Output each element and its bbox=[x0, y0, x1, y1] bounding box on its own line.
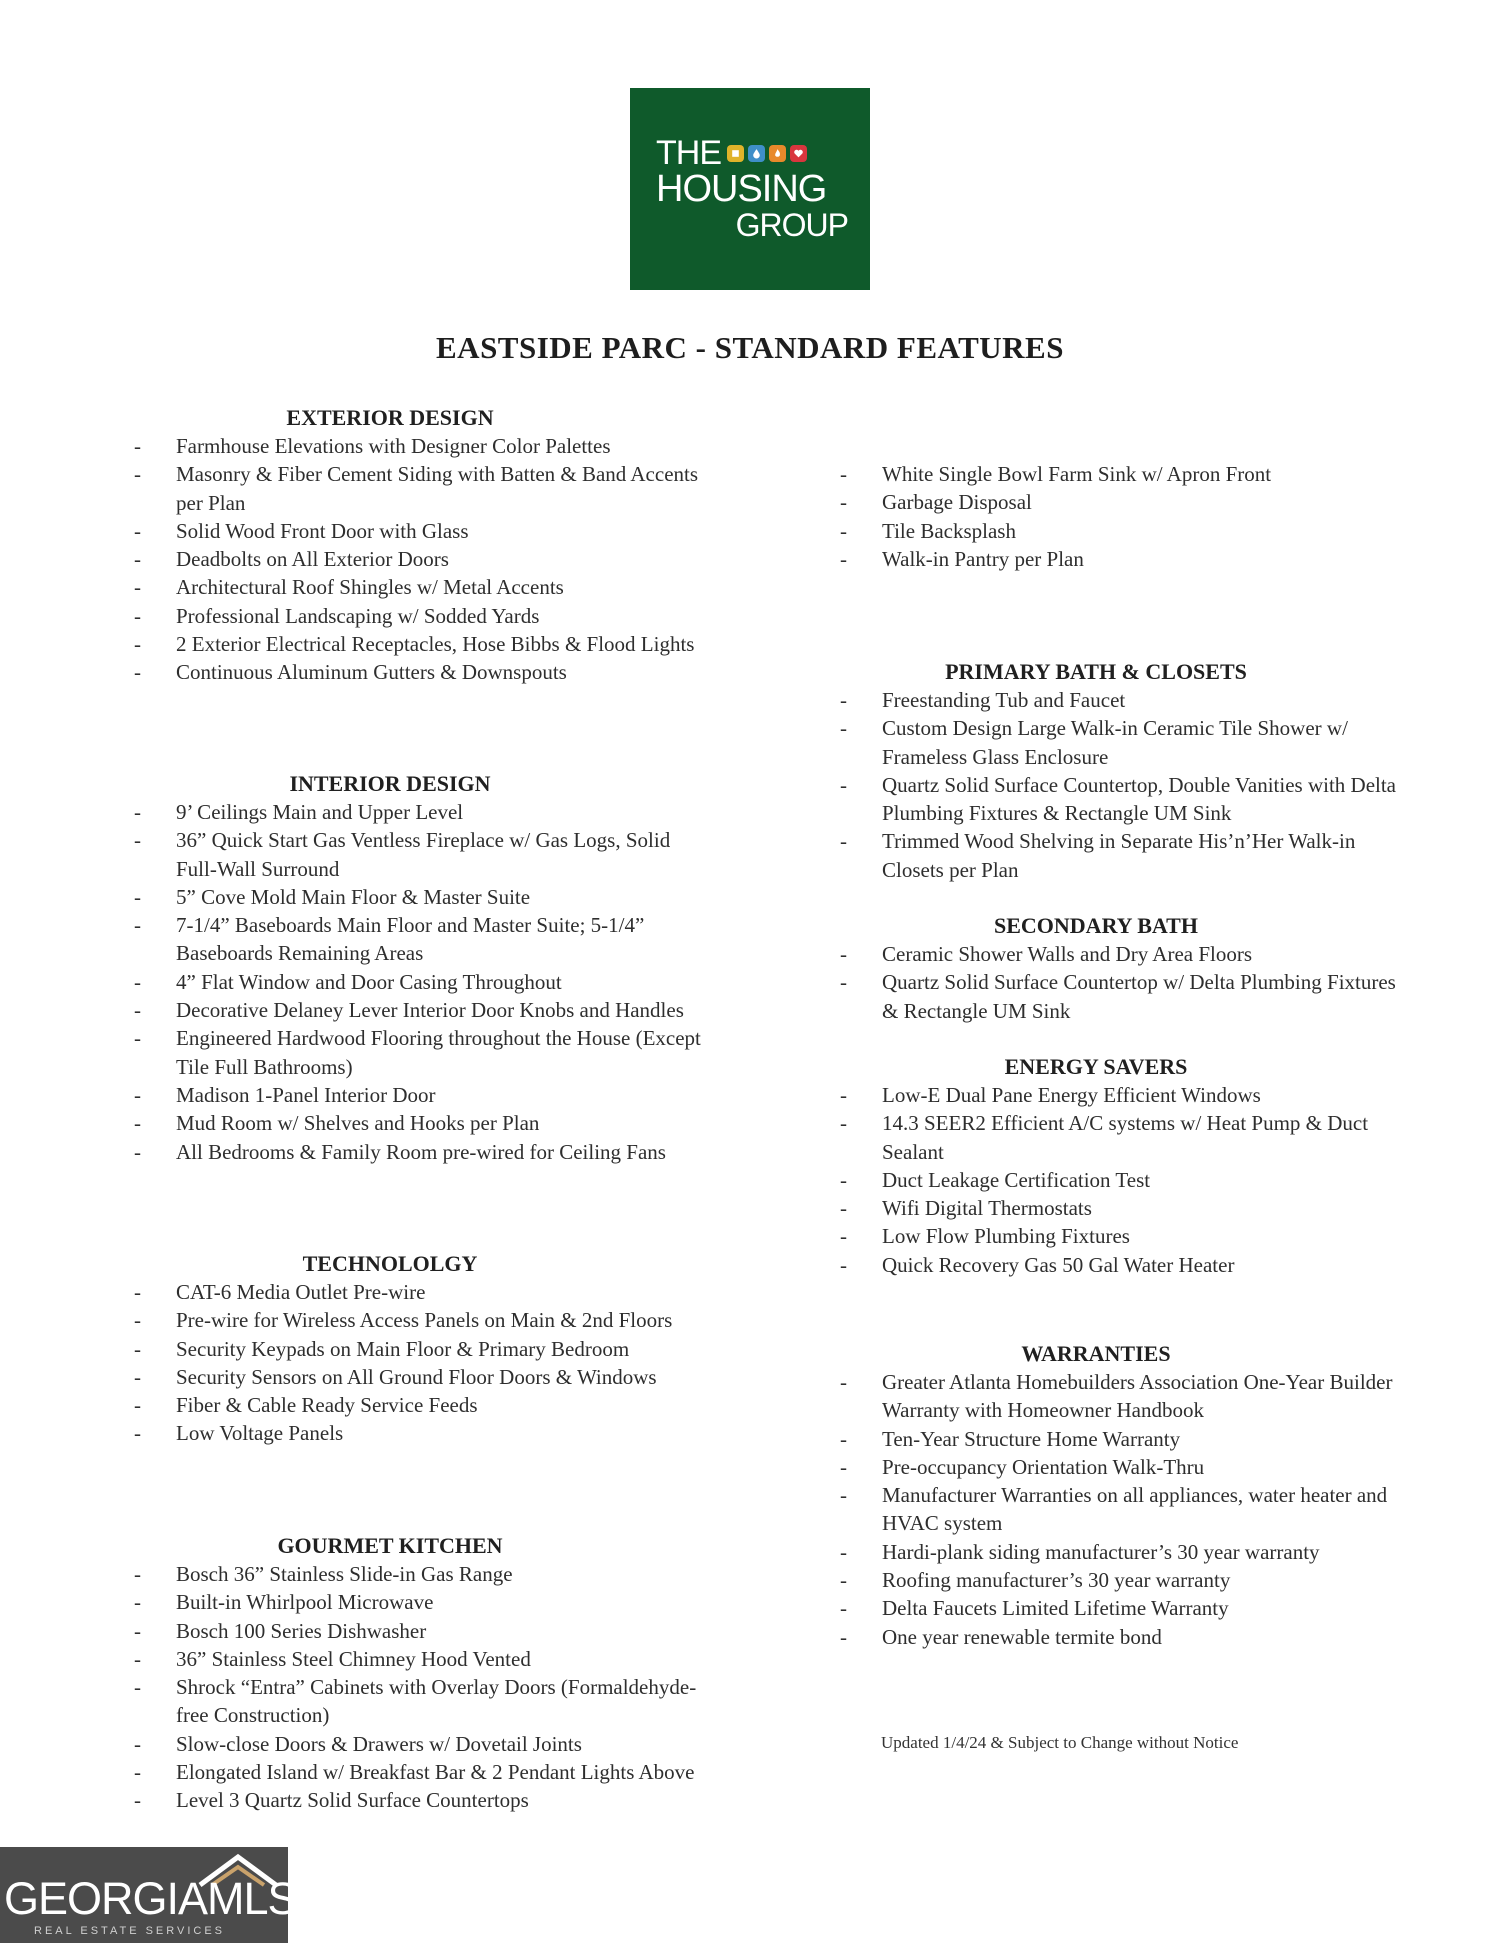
feature-item: - Low-E Dual Pane Energy Efficient Windows bbox=[836, 1081, 1416, 1109]
feature-item: - CAT-6 Media Outlet Pre-wire bbox=[130, 1278, 710, 1306]
feature-item: - Fiber & Cable Ready Service Feeds bbox=[130, 1391, 710, 1419]
feature-item: - Built-in Whirlpool Microwave bbox=[130, 1588, 710, 1616]
feature-item: - Custom Design Large Walk-in Ceramic Tile Shower w/ Frameless Glass Enclosure bbox=[836, 714, 1416, 771]
logo-line-the: THE bbox=[656, 134, 721, 172]
feature-item: - Quartz Solid Surface Countertop w/ Delta Plumbing Fixtures & Rectangle UM Sink bbox=[836, 968, 1416, 1025]
section-energy-savers bbox=[836, 1053, 1416, 1279]
feature-item: - Freestanding Tub and Faucet bbox=[836, 686, 1416, 714]
section-interior-design bbox=[130, 770, 710, 1166]
feature-list bbox=[836, 686, 1416, 884]
square-icon bbox=[727, 145, 744, 162]
georgia-mls-watermark bbox=[0, 1847, 297, 1943]
feature-item: - 2 Exterior Electrical Receptacles, Hose Bibbs & Flood Lights bbox=[130, 630, 710, 658]
feature-item: - One year renewable termite bond bbox=[836, 1623, 1416, 1651]
feature-list bbox=[836, 940, 1416, 1025]
section-technology bbox=[130, 1250, 710, 1448]
section-kitchen-continued bbox=[836, 460, 1416, 573]
feature-list bbox=[130, 1560, 710, 1815]
feature-list bbox=[130, 798, 710, 1166]
section-heading: TECHNOLOLGY bbox=[302, 1251, 478, 1276]
logo-line-group: GROUP bbox=[735, 207, 848, 243]
feature-item: - Architectural Roof Shingles w/ Metal Accents bbox=[130, 573, 710, 601]
flame-icon bbox=[769, 145, 786, 162]
feature-item: - Madison 1-Panel Interior Door bbox=[130, 1081, 710, 1109]
feature-item: - 5” Cove Mold Main Floor & Master Suite bbox=[130, 883, 710, 911]
section-secondary-bath bbox=[836, 912, 1416, 1025]
feature-item: - Quartz Solid Surface Countertop, Double Vanities with Delta Plumbing Fixtures & Rectangle UM Sink bbox=[836, 771, 1416, 828]
feature-item: - Bosch 36” Stainless Slide-in Gas Range bbox=[130, 1560, 710, 1588]
feature-item: - Pre-wire for Wireless Access Panels on Main & 2nd Floors bbox=[130, 1306, 710, 1334]
feature-list bbox=[836, 1081, 1416, 1279]
heart-icon bbox=[790, 145, 807, 162]
feature-item: - White Single Bowl Farm Sink w/ Apron Front bbox=[836, 460, 1416, 488]
feature-item: - Ceramic Shower Walls and Dry Area Floors bbox=[836, 940, 1416, 968]
feature-item: - Masonry & Fiber Cement Siding with Batten & Band Accents per Plan bbox=[130, 460, 710, 517]
feature-item: - Low Voltage Panels bbox=[130, 1419, 710, 1447]
feature-list bbox=[130, 1278, 710, 1448]
drop-icon bbox=[748, 145, 765, 162]
feature-list bbox=[836, 1368, 1416, 1651]
section-heading: SECONDARY BATH bbox=[994, 913, 1198, 938]
housing-group-logo bbox=[630, 88, 870, 290]
updated-note: Updated 1/4/24 & Subject to Change without Notice bbox=[881, 1733, 1239, 1752]
feature-item: - Elongated Island w/ Breakfast Bar & 2 Pendant Lights Above bbox=[130, 1758, 710, 1786]
feature-item: - Security Keypads on Main Floor & Primary Bedroom bbox=[130, 1335, 710, 1363]
feature-item: - Engineered Hardwood Flooring throughout the House (Except Tile Full Bathrooms) bbox=[130, 1024, 710, 1081]
feature-list bbox=[836, 460, 1416, 573]
feature-list bbox=[130, 432, 710, 687]
feature-item: - Roofing manufacturer’s 30 year warranty bbox=[836, 1566, 1416, 1594]
feature-item: - Farmhouse Elevations with Designer Color Palettes bbox=[130, 432, 710, 460]
feature-item: - Shrock “Entra” Cabinets with Overlay Doors (Formaldehyde-free Construction) bbox=[130, 1673, 710, 1730]
feature-item: - 36” Quick Start Gas Ventless Fireplace w/ Gas Logs, Solid Full-Wall Surround bbox=[130, 826, 710, 883]
page-title: EASTSIDE PARC - STANDARD FEATURES bbox=[436, 330, 1064, 365]
feature-item: - Level 3 Quartz Solid Surface Countertops bbox=[130, 1786, 710, 1814]
logo-line-housing: HOUSING bbox=[656, 168, 827, 210]
section-heading: ENERGY SAVERS bbox=[1004, 1054, 1188, 1079]
logo-top-row bbox=[656, 136, 848, 170]
feature-item: - Wifi Digital Thermostats bbox=[836, 1194, 1416, 1222]
watermark-name: GEORGIAMLS bbox=[4, 1873, 297, 1924]
logo-icons bbox=[727, 145, 807, 162]
feature-item: - Quick Recovery Gas 50 Gal Water Heater bbox=[836, 1251, 1416, 1279]
watermark-subtitle: REAL ESTATE SERVICES bbox=[34, 1925, 226, 1937]
feature-item: - Garbage Disposal bbox=[836, 488, 1416, 516]
section-exterior-design bbox=[130, 404, 710, 687]
feature-item: - Professional Landscaping w/ Sodded Yards bbox=[130, 602, 710, 630]
feature-item: - Trimmed Wood Shelving in Separate His’n’Her Walk-in Closets per Plan bbox=[836, 827, 1416, 884]
feature-item: - Mud Room w/ Shelves and Hooks per Plan bbox=[130, 1109, 710, 1137]
feature-item: - Pre-occupancy Orientation Walk-Thru bbox=[836, 1453, 1416, 1481]
feature-item: - 9’ Ceilings Main and Upper Level bbox=[130, 798, 710, 826]
feature-item: - 7-1/4” Baseboards Main Floor and Master Suite; 5-1/4” Baseboards Remaining Areas bbox=[130, 911, 710, 968]
feature-item: - 4” Flat Window and Door Casing Throughout bbox=[130, 968, 710, 996]
section-heading: GOURMET KITCHEN bbox=[277, 1533, 503, 1558]
feature-item: - Security Sensors on All Ground Floor Doors & Windows bbox=[130, 1363, 710, 1391]
section-primary-bath bbox=[836, 658, 1416, 884]
section-heading: PRIMARY BATH & CLOSETS bbox=[945, 659, 1247, 684]
section-heading: WARRANTIES bbox=[1021, 1341, 1171, 1366]
feature-item: - Tile Backsplash bbox=[836, 517, 1416, 545]
section-gourmet-kitchen bbox=[130, 1532, 710, 1815]
feature-item: - 14.3 SEER2 Efficient A/C systems w/ Heat Pump & Duct Sealant bbox=[836, 1109, 1416, 1166]
section-heading: EXTERIOR DESIGN bbox=[286, 405, 494, 430]
feature-item: - Greater Atlanta Homebuilders Association One-Year Builder Warranty with Homeowner Handbook bbox=[836, 1368, 1416, 1425]
feature-item: - Deadbolts on All Exterior Doors bbox=[130, 545, 710, 573]
feature-item: - All Bedrooms & Family Room pre-wired for Ceiling Fans bbox=[130, 1138, 710, 1166]
section-heading: INTERIOR DESIGN bbox=[289, 771, 491, 796]
feature-item: - 36” Stainless Steel Chimney Hood Vented bbox=[130, 1645, 710, 1673]
feature-item: - Hardi-plank siding manufacturer’s 30 year warranty bbox=[836, 1538, 1416, 1566]
feature-item: - Walk-in Pantry per Plan bbox=[836, 545, 1416, 573]
feature-item: - Bosch 100 Series Dishwasher bbox=[130, 1617, 710, 1645]
feature-item: - Slow-close Doors & Drawers w/ Dovetail Joints bbox=[130, 1730, 710, 1758]
feature-item: - Duct Leakage Certification Test bbox=[836, 1166, 1416, 1194]
feature-item: - Solid Wood Front Door with Glass bbox=[130, 517, 710, 545]
feature-item: - Delta Faucets Limited Lifetime Warranty bbox=[836, 1594, 1416, 1622]
feature-item: - Manufacturer Warranties on all appliances, water heater and HVAC system bbox=[836, 1481, 1416, 1538]
section-warranties bbox=[836, 1340, 1416, 1651]
feature-item: - Low Flow Plumbing Fixtures bbox=[836, 1222, 1416, 1250]
feature-item: - Ten-Year Structure Home Warranty bbox=[836, 1425, 1416, 1453]
feature-item: - Continuous Aluminum Gutters & Downspouts bbox=[130, 658, 710, 686]
feature-item: - Decorative Delaney Lever Interior Door Knobs and Handles bbox=[130, 996, 710, 1024]
